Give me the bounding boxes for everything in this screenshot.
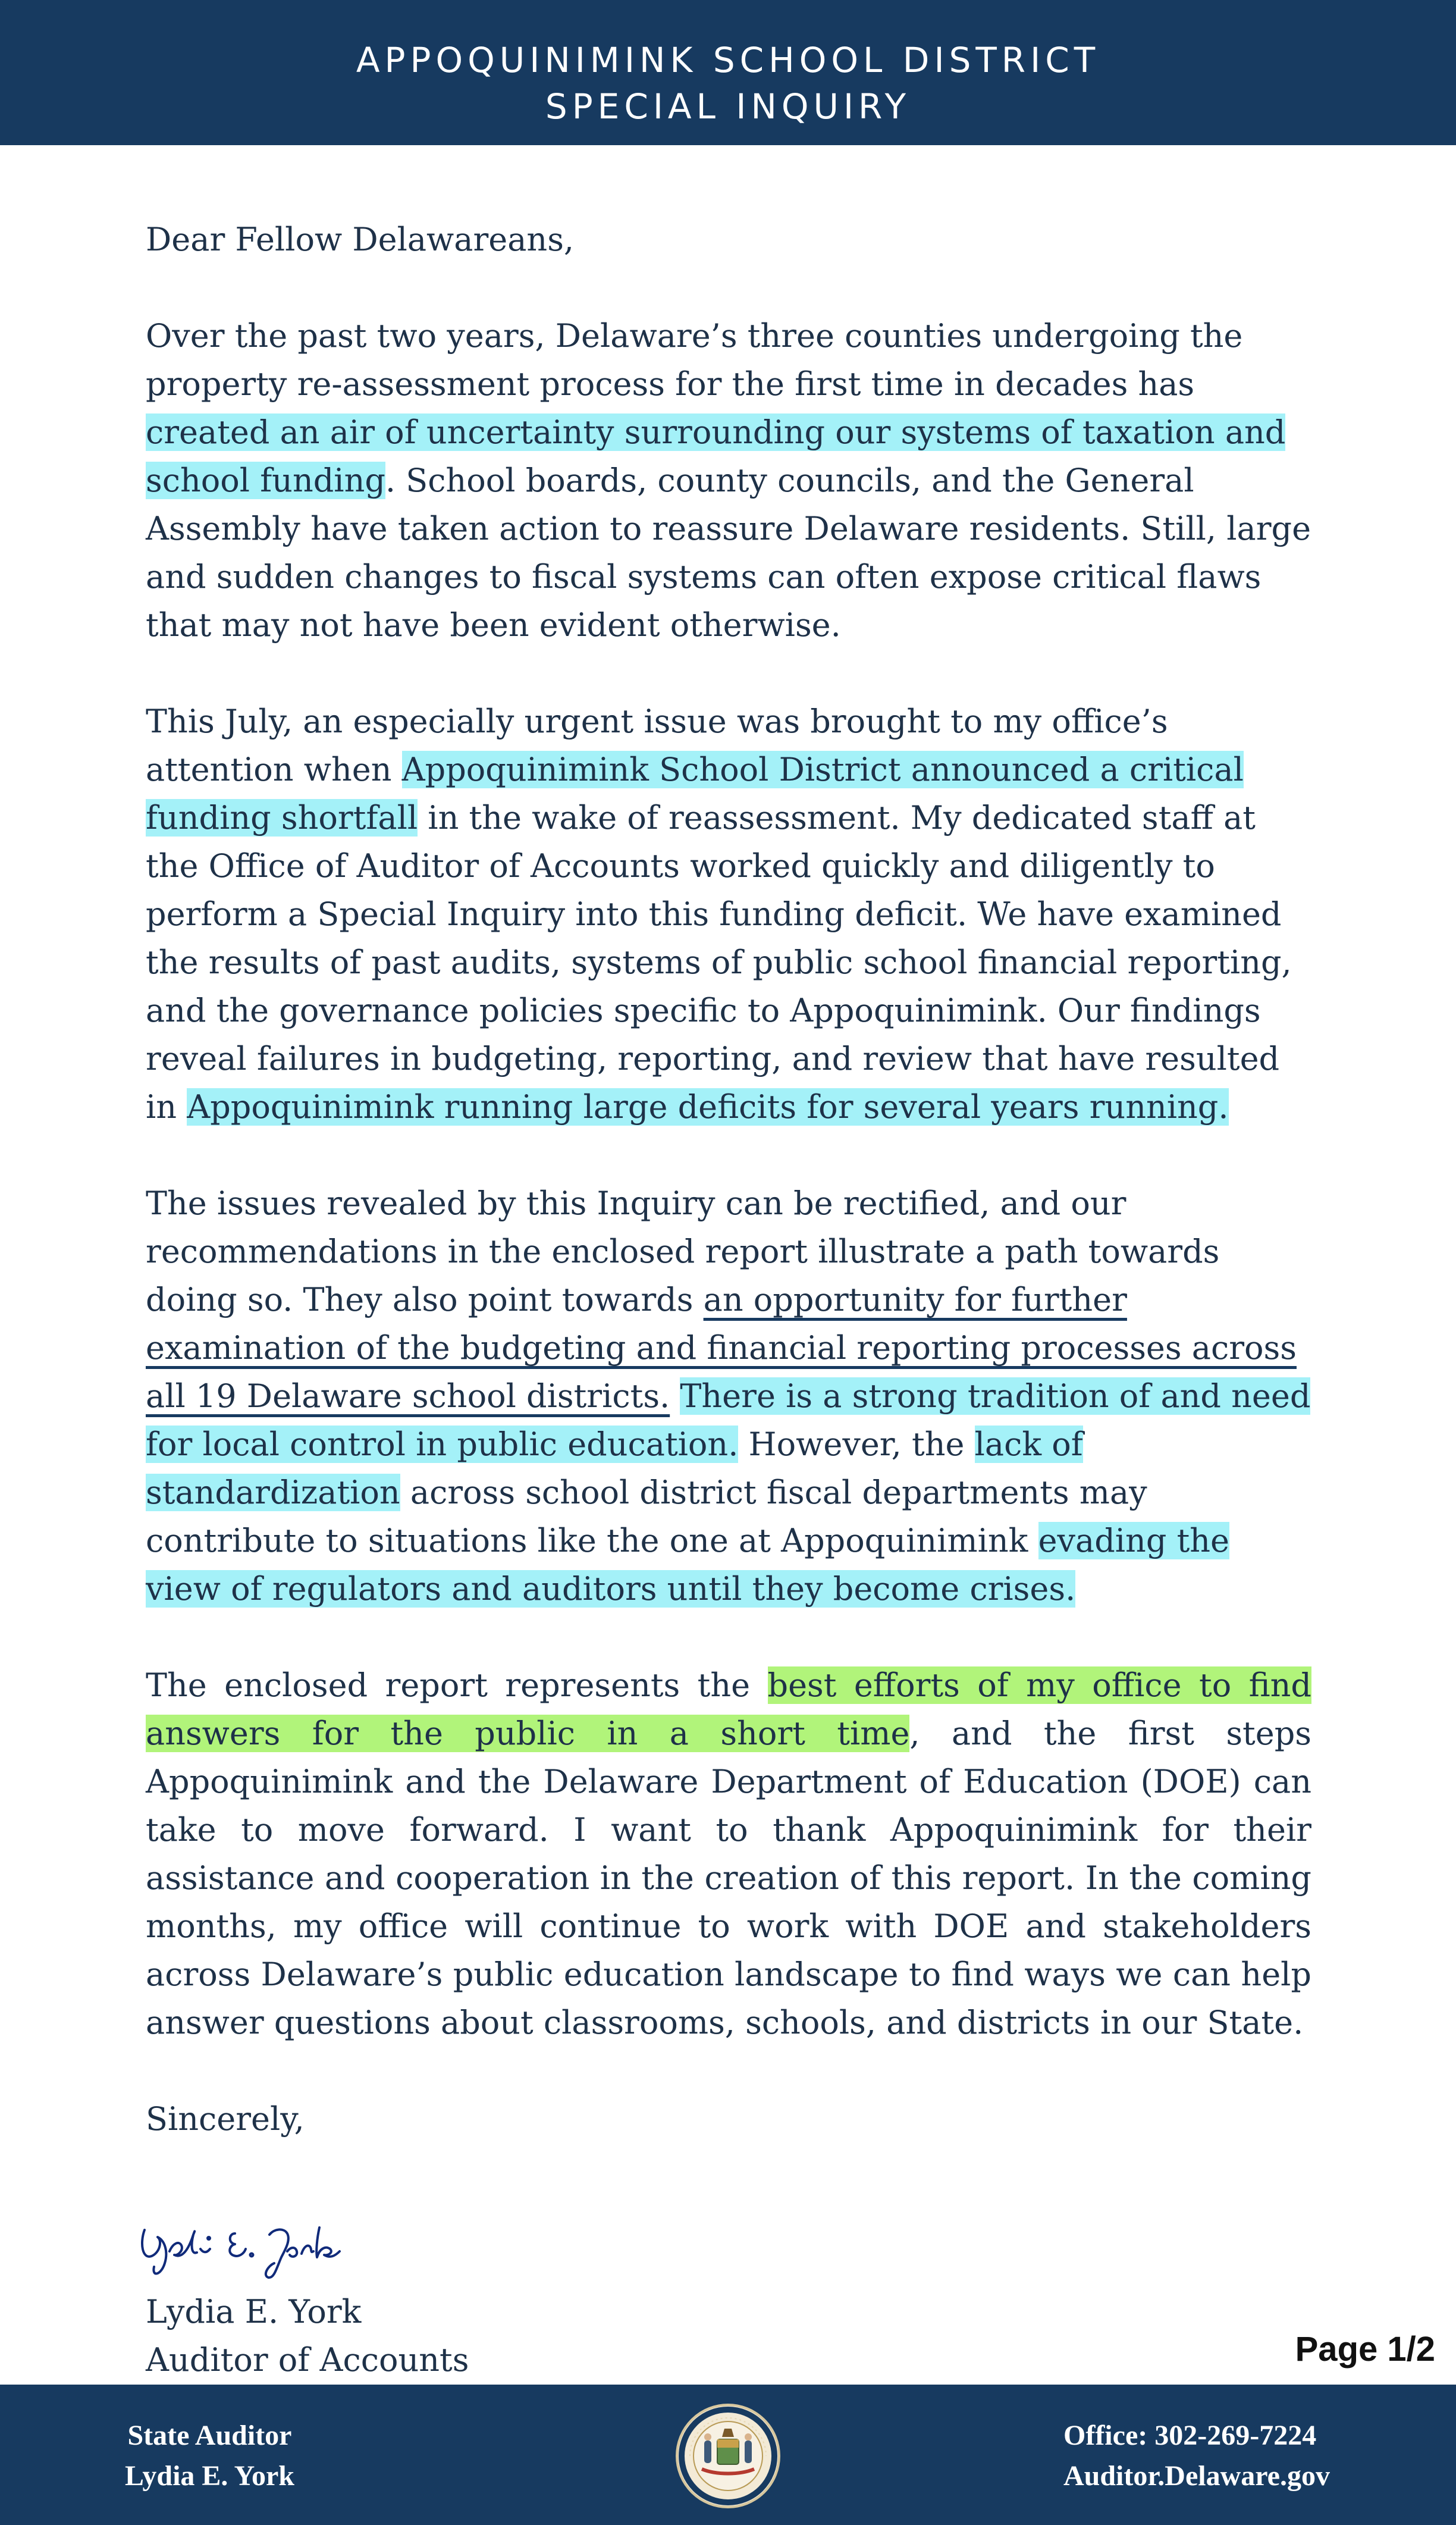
p1-text-b: . School boards, county councils, and the General Assembly have taken action to reassure Delaware residents. Still, large and sudden changes to fiscal systems can often expose critical flaws that may not have been evident otherwise.	[146, 462, 1311, 644]
closing: Sincerely,	[146, 2100, 305, 2138]
p4-highlight: best efforts of my office to find answers for the public in a short time	[146, 1666, 1311, 1752]
p3-text-d: across school district fiscal departments may contribute to situations like the one at Appoquinimink	[146, 1474, 1147, 1559]
signer-name: Lydia E. York	[146, 2293, 362, 2330]
paragraph-3	[146, 1179, 1311, 1613]
p3-text-b	[670, 1377, 680, 1415]
letter-body	[146, 215, 1311, 2095]
paragraph-4	[146, 1661, 1311, 2047]
footer	[0, 2385, 1456, 2525]
signer-title: Auditor of Accounts	[146, 2341, 469, 2379]
p3-highlight-2: lack of standardization	[146, 1426, 1083, 1511]
header-subtitle: SPECIAL INQUIRY	[545, 86, 911, 127]
p3-underlined: an opportunity for further examination of the budgeting and financial reporting processes across all 19 Delaware school districts.	[146, 1281, 1297, 1415]
salutation: Dear Fellow Delawareans,	[146, 221, 575, 258]
signature	[134, 2201, 384, 2297]
p2-text-b: in the wake of reassessment. My dedicated staff at the Office of Auditor of Accounts worked quickly and diligently to perform a Special Inquiry into this funding deficit. We have examined the results of past audits, systems of public school financial reporting, and the governance policies specific to Appoquinimink. Our findings reveal failures in budgeting, reporting, and review that have resulted in	[146, 799, 1292, 1126]
footer-phone: Office: 302-269-7224	[1063, 2420, 1317, 2451]
report-header	[0, 0, 1456, 145]
state-seal-icon	[674, 2402, 782, 2510]
p4-text-a: The enclosed report represents the	[146, 1666, 768, 1704]
signer-block	[146, 2288, 469, 2384]
p2-highlight-2: Appoquinimink running large deficits for several years running.	[187, 1088, 1229, 1126]
p1-highlight: created an air of uncertainty surrounding our systems of taxation and school funding	[146, 413, 1286, 499]
p3-highlight-1: There is a strong tradition of and need for local control in public education.	[146, 1377, 1311, 1463]
p1-text-a: Over the past two years, Delaware’s three counties undergoing the property re-assessment process for the first time in decades has	[146, 317, 1243, 403]
footer-auditor	[125, 2416, 294, 2496]
paragraph-1	[146, 312, 1311, 649]
footer-auditor-title: State Auditor	[127, 2420, 292, 2451]
footer-contact	[1063, 2416, 1330, 2496]
footer-website[interactable]: Auditor.Delaware.gov	[1063, 2460, 1330, 2492]
footer-auditor-name: Lydia E. York	[125, 2460, 294, 2492]
p3-text-c: However, the	[738, 1426, 975, 1463]
p2-highlight-1: Appoquinimink School District announced a critical funding shortfall	[146, 751, 1244, 837]
page-indicator: Page 1/2	[1295, 2330, 1435, 2369]
p2-text-a: This July, an especially urgent issue was brought to my office’s attention when	[146, 703, 1168, 788]
header-title: APPOQUINIMINK SCHOOL DISTRICT	[356, 40, 1100, 80]
p4-text-b: , and the first steps Appoquinimink and the Delaware Department of Education (DOE) can take to move forward. I want to thank Appoquinimink for their assistance and cooperation in the creation of this report. In the coming months, my office will continue to work with DOE and stakeholders across Delaware’s public education landscape to find ways we can help answer questions about classrooms, schools, and districts in our State.	[146, 1715, 1311, 2041]
p3-highlight-3: evading the view of regulators and auditors until they become crises.	[146, 1522, 1230, 1608]
p3-text-a: The issues revealed by this Inquiry can be rectified, and our recommendations in the enclosed report illustrate a path towards doing so. They also point towards	[146, 1185, 1220, 1318]
paragraph-2	[146, 697, 1311, 1131]
